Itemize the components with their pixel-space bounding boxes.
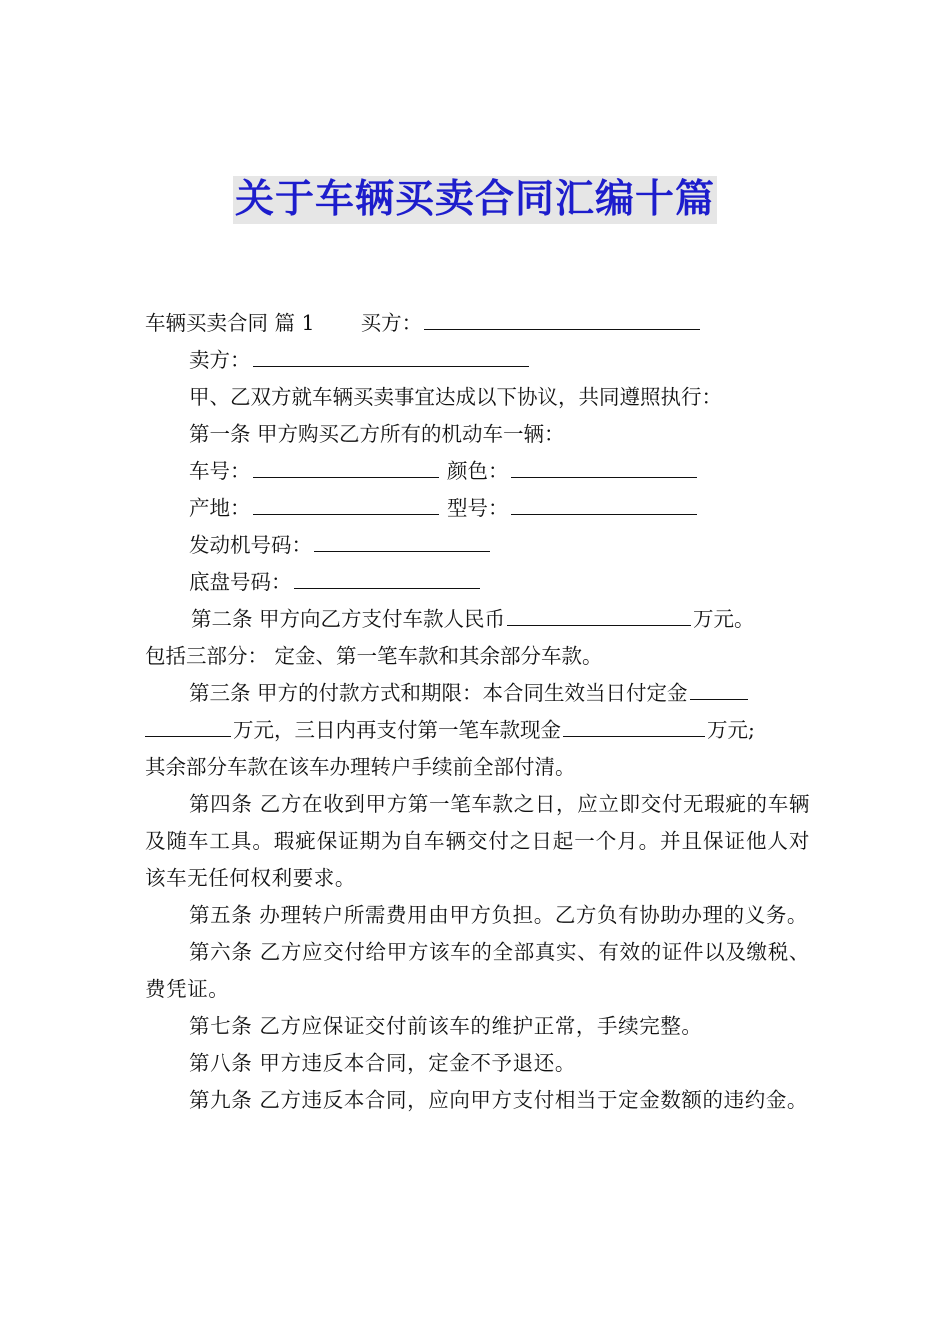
buyer-blank (424, 305, 700, 330)
article-3-text-a: 第三条 甲方的付款方式和期限：本合同生效当日付定金 (189, 681, 688, 705)
model-blank (511, 490, 697, 515)
article-2-line-1 (145, 601, 810, 638)
article-3-text-d: 其余部分车款在该车办理转户手续前全部付清。 (145, 755, 576, 779)
origin-model-line (145, 490, 810, 527)
title-container (0, 176, 950, 224)
first-payment-blank (563, 712, 705, 737)
seller-blank (253, 342, 529, 367)
price-blank (507, 601, 691, 626)
article-4: 第四条 乙方在收到甲方第一笔车款之日，应立即交付无瑕疵的车辆及随车工具。瑕疵保证期为自车辆交付之日起一个月。并且保证他人对该车无任何权利要求。 (145, 792, 810, 890)
engine-line (145, 527, 810, 564)
intro-line (145, 379, 810, 416)
article-9: 第九条 乙方违反本合同，应向甲方支付相当于定金数额的违约金。 (189, 1088, 809, 1112)
seller-line (145, 342, 810, 379)
article-3-text-b: 万元，三日内再支付第一笔车款现金 (233, 718, 561, 742)
origin-label: 产地： (189, 496, 251, 520)
contract-heading-line (145, 305, 810, 342)
chassis-label: 底盘号码： (189, 570, 292, 594)
intro-text: 甲、乙双方就车辆买卖事宜达成以下协议，共同遵照执行： (189, 385, 722, 409)
article-1-text: 第一条 甲方购买乙方所有的机动车一辆： (189, 422, 565, 446)
contract-body (145, 305, 810, 1119)
plate-color-line (145, 453, 810, 490)
chassis-blank (294, 564, 480, 589)
article-6: 第六条 乙方应交付给甲方该车的全部真实、有效的证件以及缴税、费凭证。 (145, 940, 810, 1001)
color-label: 颜色： (447, 459, 509, 483)
plate-label: 车号： (189, 459, 251, 483)
engine-blank (314, 527, 490, 552)
article-2-text-b: 万元。 (693, 607, 755, 631)
article-3-text-c: 万元; (707, 718, 755, 742)
deposit-blank-part2 (145, 712, 231, 737)
contract-heading: 车辆买卖合同 篇 1 (145, 311, 315, 335)
origin-blank (253, 490, 439, 515)
color-blank (511, 453, 697, 478)
document-title: 关于车辆买卖合同汇编十篇 (234, 177, 715, 222)
chassis-line (145, 564, 810, 601)
seller-label: 卖方： (189, 348, 251, 372)
article-7: 第七条 乙方应保证交付前该车的维护正常，手续完整。 (189, 1014, 703, 1038)
model-label: 型号： (447, 496, 509, 520)
engine-label: 发动机号码： (189, 533, 312, 557)
article-8: 第八条 甲方违反本合同，定金不予退还。 (189, 1051, 576, 1075)
article-1 (145, 416, 810, 453)
article-2-line-2 (145, 638, 810, 675)
article-3-line-1 (145, 675, 810, 712)
article-3-line-3 (145, 749, 810, 786)
article-2-text-a: 第二条 甲方向乙方支付车款人民币 (191, 607, 506, 631)
plate-blank (253, 453, 439, 478)
article-3-line-2 (145, 712, 810, 749)
deposit-blank-part1 (690, 675, 748, 700)
article-2-text-c: 包括三部分： 定金、第一笔车款和其余部分车款。 (145, 644, 603, 668)
buyer-label: 买方： (360, 311, 423, 335)
article-5: 第五条 办理转户所需费用由甲方负担。乙方负有协助办理的义务。 (189, 903, 809, 927)
